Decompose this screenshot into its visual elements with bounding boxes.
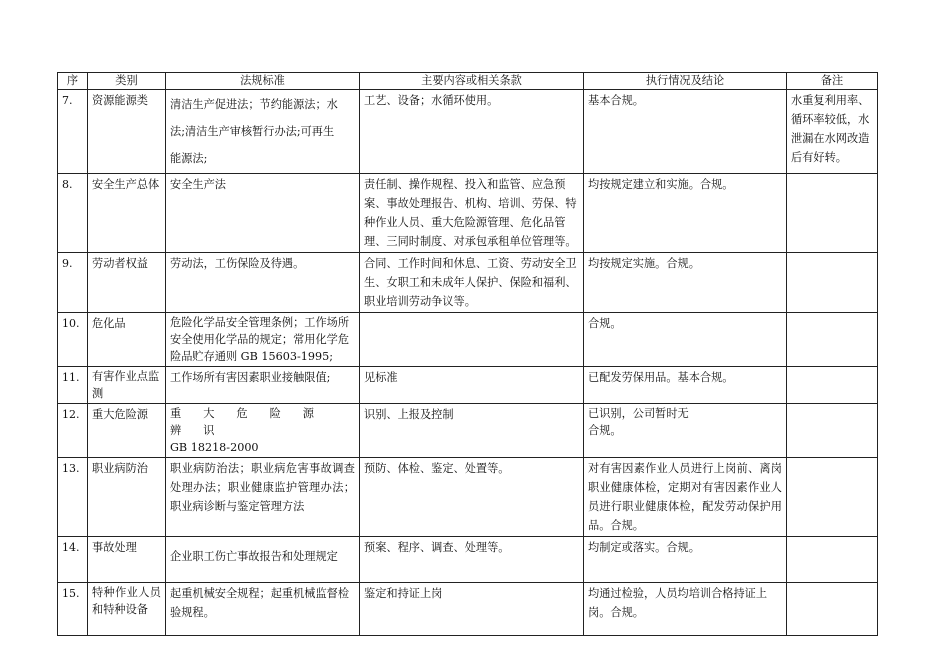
row-content [360, 313, 584, 367]
row-no: 14. [58, 537, 88, 583]
header-content: 主要内容或相关条款 [360, 73, 584, 90]
table-header-row [58, 73, 878, 90]
row-content: 预案、程序、调查、处理等。 [360, 537, 584, 583]
row-content: 鉴定和持证上岗 [360, 583, 584, 636]
row-content: 责任制、操作规程、投入和监管、应急预案、事故处理报告、机构、培训、劳保、特种作业人员、重大危险源管理、危化品管理、三同时制度、对承包承租单位管理等。 [360, 174, 584, 253]
table-row [58, 583, 878, 636]
row-no: 8. [58, 174, 88, 253]
row-remark [787, 253, 878, 313]
regulation-line: 清洁生产促进法；节约能源法；水 [170, 98, 338, 111]
table-row [58, 253, 878, 313]
row-no: 13. [58, 458, 88, 537]
row-result: 基本合规。 [584, 90, 787, 174]
table-row [58, 174, 878, 253]
row-category: 危化品 [88, 313, 166, 367]
row-content: 预防、体检、鉴定、处置等。 [360, 458, 584, 537]
row-regulation [166, 537, 360, 583]
row-no: 9. [58, 253, 88, 313]
row-remark: 水重复利用率、循环率较低，水泄漏在水网改造后有好转。 [787, 90, 878, 174]
row-remark [787, 458, 878, 537]
row-remark [787, 367, 878, 404]
row-result: 已配发劳保用品。基本合规。 [584, 367, 787, 404]
row-result: 均通过检验，人员均培训合格持证上岗。合规。 [584, 583, 787, 636]
table-row [58, 404, 878, 458]
row-content: 工艺、设备；水循环使用。 [360, 90, 584, 174]
row-result: 已识别，公司暂时无 合规。 [584, 404, 787, 458]
row-remark [787, 404, 878, 458]
row-result: 均按规定实施。合规。 [584, 253, 787, 313]
row-category: 有害作业点监测 [88, 367, 166, 404]
header-category: 类别 [88, 73, 166, 90]
row-category: 事故处理 [88, 537, 166, 583]
regulation-compliance-table [57, 72, 878, 636]
row-remark [787, 313, 878, 367]
header-result: 执行情况及结论 [584, 73, 787, 90]
row-category: 重大危险源 [88, 404, 166, 458]
row-remark [787, 537, 878, 583]
row-no: 10. [58, 313, 88, 367]
row-category: 安全生产总体 [88, 174, 166, 253]
table-row [58, 458, 878, 537]
row-content: 识别、上报及控制 [360, 404, 584, 458]
row-content: 合同、工作时间和休息、工资、劳动安全卫生、女职工和未成年人保护、保险和福利、职业培训劳动争议等。 [360, 253, 584, 313]
table-row [58, 367, 878, 404]
regulation-line: GB 18218-2000 [170, 441, 259, 454]
regulation-line: 能源法; [170, 152, 208, 165]
row-no: 7. [58, 90, 88, 174]
row-regulation: 危险化学品安全管理条例；工作场所安全使用化学品的规定；常用化学危险品贮存通则 GB 15603-1995; [166, 313, 360, 367]
table-row [58, 313, 878, 367]
table-row [58, 90, 878, 174]
header-no: 序 [58, 73, 88, 90]
row-regulation: 劳动法，工伤保险及待遇。 [166, 253, 360, 313]
row-category: 劳动者权益 [88, 253, 166, 313]
header-remark: 备注 [787, 73, 878, 90]
row-result: 均按规定建立和实施。合规。 [584, 174, 787, 253]
row-category: 职业病防治 [88, 458, 166, 537]
regulation-line: 重大危险源辨识 [170, 407, 336, 437]
row-result: 合规。 [584, 313, 787, 367]
row-regulation: 工作场所有害因素职业接触限值; [166, 367, 360, 404]
row-remark [787, 583, 878, 636]
row-no: 12. [58, 404, 88, 458]
table-row [58, 537, 878, 583]
row-regulation: 起重机械安全规程；起重机械监督检验规程。 [166, 583, 360, 636]
row-remark [787, 174, 878, 253]
row-content: 见标准 [360, 367, 584, 404]
row-result: 对有害因素作业人员进行上岗前、离岗职业健康体检，定期对有害因素作业人员进行职业健康体检，配发劳动保护用品。合规。 [584, 458, 787, 537]
row-regulation: 安全生产法 [166, 174, 360, 253]
regulation-line: 法;清洁生产审核暂行办法;可再生 [170, 125, 335, 138]
row-regulation [166, 404, 360, 458]
row-category: 特种作业人员和特种设备 [88, 583, 166, 636]
row-no: 15. [58, 583, 88, 636]
spacer [170, 538, 355, 547]
row-regulation [166, 90, 360, 174]
row-result: 均制定或落实。合规。 [584, 537, 787, 583]
row-category: 资源能源类 [88, 90, 166, 174]
row-no: 11. [58, 367, 88, 404]
regulation-line: 企业职工伤亡事故报告和处理规定 [170, 550, 338, 563]
header-regulation: 法规标准 [166, 73, 360, 90]
row-regulation: 职业病防治法；职业病危害事故调查处理办法；职业健康监护管理办法；职业病诊断与鉴定管理方法 [166, 458, 360, 537]
